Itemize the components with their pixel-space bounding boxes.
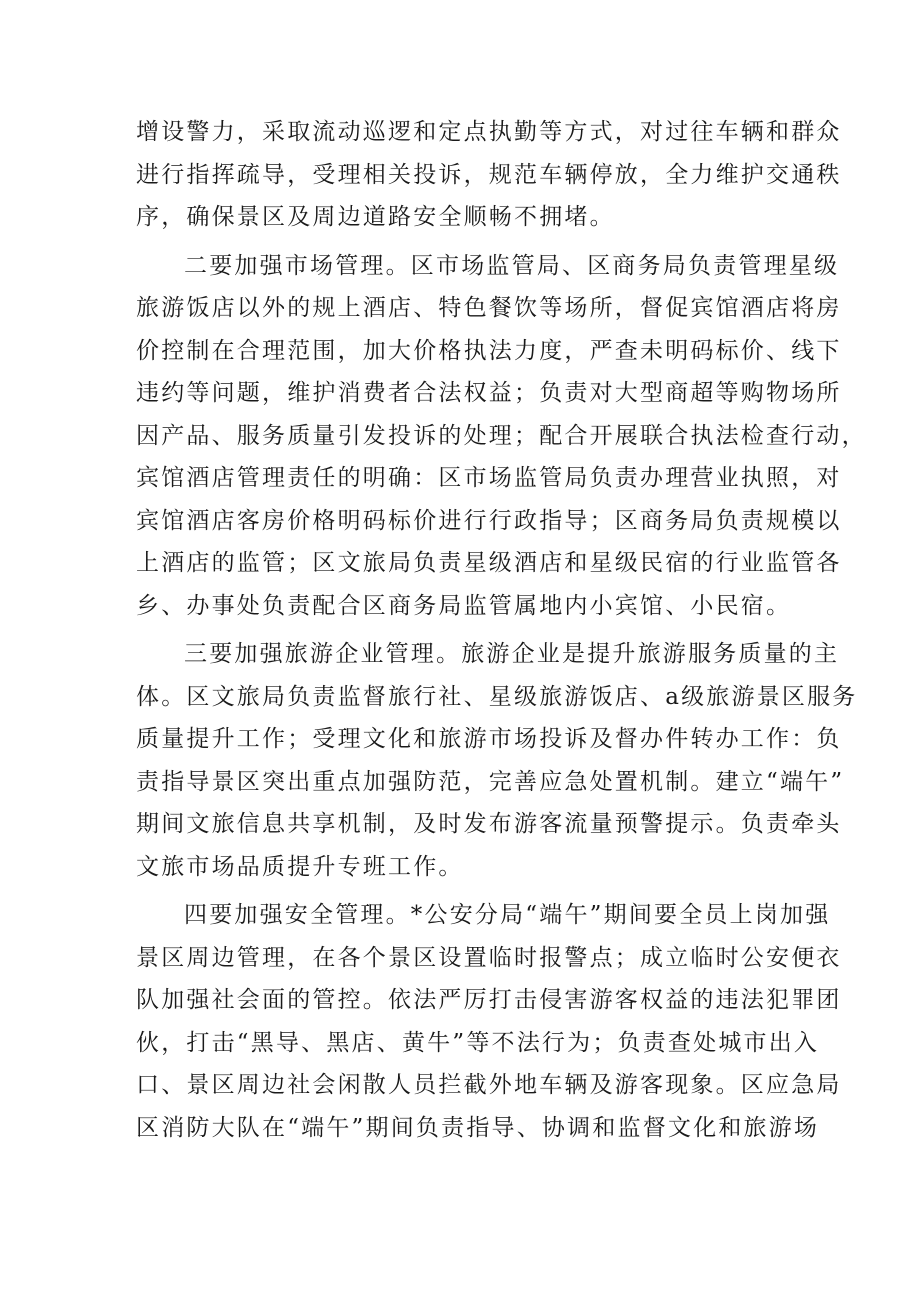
text-line: 文旅市场品质提升专班工作。 <box>136 853 464 880</box>
text-line: 质量提升工作；受理文化和旅游市场投诉及督办件转办工作：负 <box>136 726 842 752</box>
text-line: 景区周边管理，在各个景区设置临时报警点；成立临时公安便衣 <box>136 944 842 971</box>
text-line: 体。区文旅局负责监督旅行社、星级旅游饭店、a级旅游景区服务 <box>136 683 858 710</box>
text-line: 乡、办事处负责配合区商务局监管属地内小宾馆、小民宿。 <box>136 592 792 619</box>
text-line: 队加强社会面的管控。依法严厉打击侵害游客权益的违法犯罪团 <box>136 987 842 1013</box>
text-line: 二要加强市场管理。区市场监管局、区商务局负责管理星级 <box>184 252 840 279</box>
paragraph-tourism-enterprise <box>136 633 858 888</box>
text-line: 违约等问题，维护消费者合法权益；负责对大型商超等购物场所 <box>136 380 842 406</box>
text-line: 区消防大队在“端午”期间负责指导、协调和监督文化和旅游场 <box>136 1114 820 1141</box>
text-line: 宾馆酒店管理责任的明确：区市场监管局负责办理营业执照，对 <box>136 465 842 491</box>
text-line: 宾馆酒店客房价格明码标价进行行政指导；区商务局负责规模以 <box>136 507 842 534</box>
paragraph-market-management <box>136 245 867 628</box>
text-line: 伙，打击“黑导、黑店、黄牛”等不法行为；负责查处城市出入 <box>136 1029 820 1056</box>
text-line: 口、景区周边社会闲散人员拦截外地车辆及游客现象。区应急局 <box>136 1072 842 1098</box>
paragraph-safety-management <box>136 894 842 1149</box>
text-line: 序，确保景区及周边道路安全顺畅不拥堵。 <box>136 204 615 230</box>
text-line: 增设警力，采取流动巡逻和定点执勤等方式，对过往车辆和群众 <box>136 119 842 145</box>
text-line: 四要加强安全管理。*公安分局“端午”期间要全员上岗加强 <box>184 902 831 928</box>
text-line: 进行指挥疏导，受理相关投诉，规范车辆停放，全力维护交通秩 <box>136 161 842 188</box>
paragraph-traffic-continued <box>136 111 842 239</box>
text-line: 价控制在合理范围，加大价格执法力度，严查未明码标价、线下 <box>136 337 842 364</box>
text-line: 旅游饭店以外的规上酒店、特色餐饮等场所，督促宾馆酒店将房 <box>136 295 842 321</box>
text-line: 因产品、服务质量引发投诉的处理；配合开展联合执法检查行动， <box>136 422 867 449</box>
text-line: 责指导景区突出重点加强防范，完善应急处置机制。建立“端午” <box>136 768 845 795</box>
text-line: 期间文旅信息共享机制，及时发布游客流量预警提示。负责牵头 <box>136 811 842 837</box>
text-line: 三要加强旅游企业管理。旅游企业是提升旅游服务质量的主 <box>184 641 840 667</box>
text-line: 上酒店的监管；区文旅局负责星级酒店和星级民宿的行业监管各 <box>136 550 842 576</box>
document-body <box>136 111 867 1155</box>
